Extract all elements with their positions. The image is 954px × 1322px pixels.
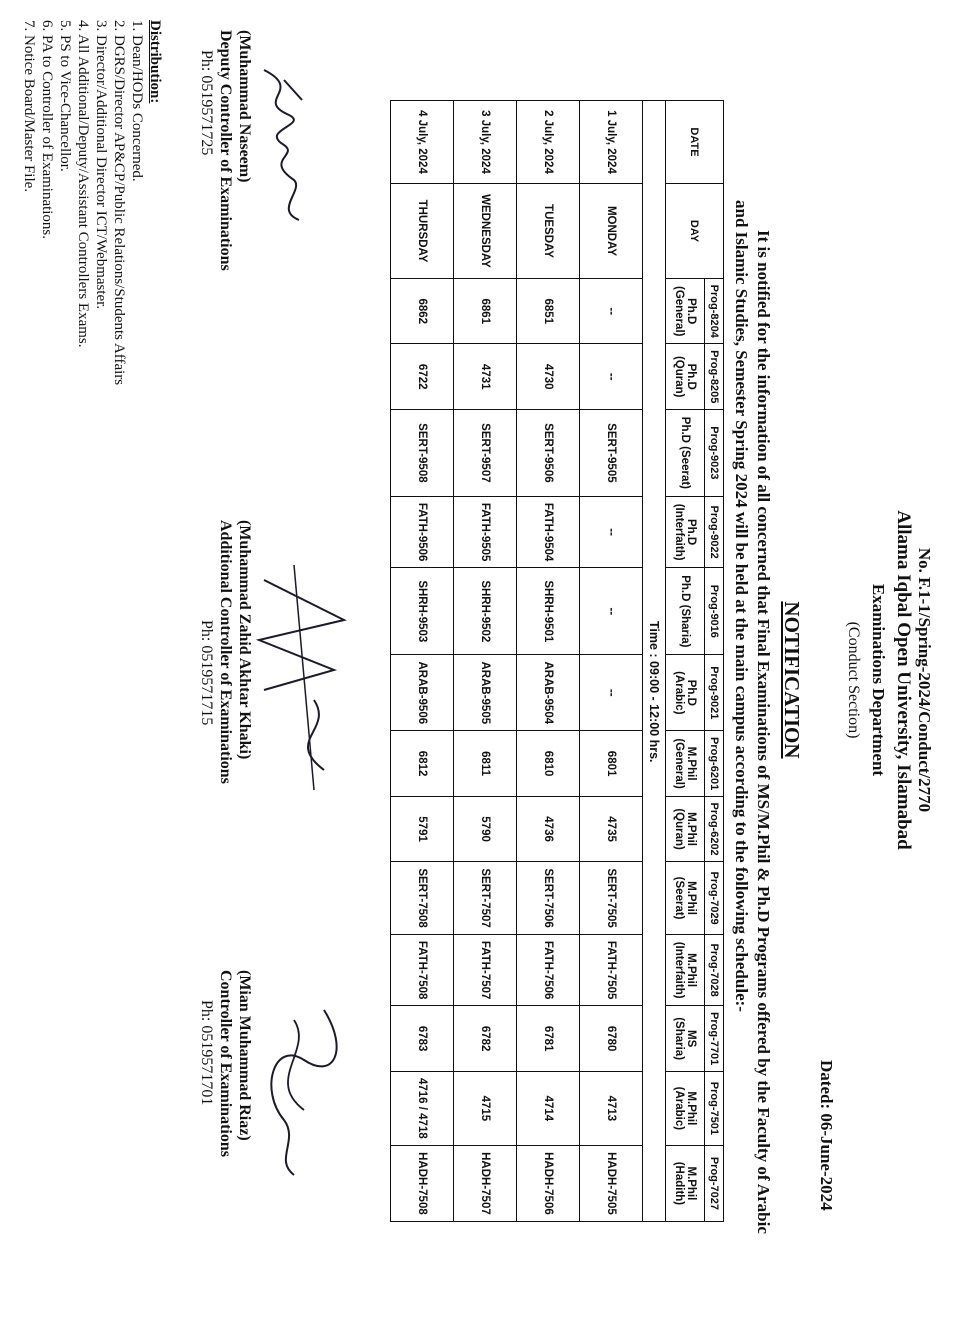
signatory-phone: Ph: 0519571725 bbox=[198, 50, 215, 156]
program-header: Prog-7027 bbox=[705, 1145, 724, 1221]
paper-code-cell: SERT-9506 bbox=[517, 409, 580, 496]
list-item: 2. DGRS/Director AP&CP/Public Relations/Students Affairs bbox=[111, 20, 127, 386]
program-header: Prog-9023 bbox=[705, 409, 724, 496]
table-row bbox=[454, 101, 517, 1222]
paper-code-cell: FATH-7507 bbox=[454, 934, 517, 1006]
paper-code-cell: SERT-7505 bbox=[580, 862, 643, 935]
degree-header: Ph.D (Sharia) bbox=[666, 568, 705, 655]
date-cell: 4 July, 2024 bbox=[391, 101, 454, 184]
paper-code-cell: 6782 bbox=[454, 1006, 517, 1071]
day-cell: THURSDAY bbox=[391, 184, 454, 279]
paper-code-cell: 6801 bbox=[580, 731, 643, 796]
degree-header: Ph.D (Interfaith) bbox=[666, 496, 705, 568]
paper-code-cell: SERT-7506 bbox=[517, 862, 580, 935]
degree-header: M.Phil (Hadith) bbox=[666, 1145, 705, 1221]
paper-code-cell: SERT-7508 bbox=[391, 862, 454, 935]
program-header: Prog-7701 bbox=[705, 1006, 724, 1071]
section-name: (Conduct Section) bbox=[845, 621, 862, 739]
paper-code-cell: ARAB-9505 bbox=[454, 655, 517, 731]
signatory-name: (Muhammad Naseem) bbox=[236, 30, 253, 183]
paper-code-cell: 6722 bbox=[391, 344, 454, 409]
degree-header: Ph.D (Seerat) bbox=[666, 409, 705, 496]
distribution-heading: Distribution: bbox=[147, 20, 163, 104]
signatory-designation: Deputy Controller of Examinations bbox=[217, 30, 234, 271]
date-column-header: DATE bbox=[666, 101, 724, 184]
degree-header: Ph.D (Quran) bbox=[666, 344, 705, 409]
paper-code-cell: HADH-7507 bbox=[454, 1145, 517, 1221]
paper-code-cell: 4730 bbox=[517, 344, 580, 409]
paper-code-cell: HADH-7505 bbox=[580, 1145, 643, 1221]
paper-code-cell: FATH-9504 bbox=[517, 496, 580, 568]
paper-code-cell: ARAB-9504 bbox=[517, 655, 580, 731]
signatory-name: (Mian Muhammad Riaz) bbox=[236, 970, 253, 1141]
degree-header: M.Phil (Arabic) bbox=[666, 1071, 705, 1145]
paper-code-cell: SERT-7507 bbox=[454, 862, 517, 935]
list-item: 3. Director/Additional Director ICT/Webmaster. bbox=[93, 20, 109, 310]
paper-code-cell: HADH-7506 bbox=[517, 1145, 580, 1221]
paper-code-cell: SHRH-9502 bbox=[454, 568, 517, 655]
program-header-row bbox=[705, 101, 724, 1222]
paper-code-cell: -- bbox=[580, 568, 643, 655]
date-cell: 3 July, 2024 bbox=[454, 101, 517, 184]
list-item: 6. PA to Controller of Examinations. bbox=[39, 20, 55, 240]
signatory-additional-controller bbox=[197, 520, 254, 850]
table-row bbox=[580, 101, 643, 1222]
program-header: Prog-7028 bbox=[705, 934, 724, 1006]
paper-code-cell: 6862 bbox=[391, 279, 454, 344]
program-header: Prog-6202 bbox=[705, 796, 724, 861]
page-title: NOTIFICATION bbox=[780, 601, 804, 759]
paper-code-cell: 6851 bbox=[517, 279, 580, 344]
day-cell: MONDAY bbox=[580, 184, 643, 279]
signatory-controller bbox=[197, 970, 254, 1270]
reference-number: No. F.1-1/Spring-2024/Conduct/2770 bbox=[915, 547, 934, 813]
signature-naseem bbox=[244, 60, 314, 230]
paper-code-cell: -- bbox=[580, 655, 643, 731]
program-header: Prog-7501 bbox=[705, 1071, 724, 1145]
paper-code-cell: -- bbox=[580, 344, 643, 409]
list-item: 5. PS to Vice-Chancellor. bbox=[57, 20, 73, 172]
paper-code-cell: 4735 bbox=[580, 796, 643, 861]
paper-code-cell: FATH-7506 bbox=[517, 934, 580, 1006]
exam-time: Time : 09:00 - 12:00 hrs. bbox=[643, 101, 666, 1222]
day-column-header: DAY bbox=[666, 184, 724, 279]
paper-code-cell: 6780 bbox=[580, 1006, 643, 1071]
paper-code-cell: 4736 bbox=[517, 796, 580, 861]
degree-header: M.Phil (Interfaith) bbox=[666, 934, 705, 1006]
day-cell: WEDNESDAY bbox=[454, 184, 517, 279]
degree-header: Ph.D (General) bbox=[666, 279, 705, 344]
paper-code-cell: 6861 bbox=[454, 279, 517, 344]
paper-code-cell: FATH-9506 bbox=[391, 496, 454, 568]
time-row bbox=[643, 101, 666, 1222]
paper-code-cell: 4716 / 4718 bbox=[391, 1071, 454, 1145]
paper-code-cell: SERT-9508 bbox=[391, 409, 454, 496]
program-header: Prog-8204 bbox=[705, 279, 724, 344]
degree-header: Ph.D (Arabic) bbox=[666, 655, 705, 731]
list-item: 7. Notice Board/Master File. bbox=[21, 20, 37, 193]
paper-code-cell: -- bbox=[580, 279, 643, 344]
paper-code-cell: -- bbox=[580, 496, 643, 568]
paper-code-cell: 6810 bbox=[517, 731, 580, 796]
paper-code-cell: FATH-7505 bbox=[580, 934, 643, 1006]
paper-code-cell: 4731 bbox=[454, 344, 517, 409]
degree-header: MS (Sharia) bbox=[666, 1006, 705, 1071]
degree-header: M.Phil (Seerat) bbox=[666, 862, 705, 935]
paper-code-cell: 6783 bbox=[391, 1006, 454, 1071]
paper-code-cell: 4714 bbox=[517, 1071, 580, 1145]
paper-code-cell: SERT-9507 bbox=[454, 409, 517, 496]
signatory-designation: Additional Controller of Examinations bbox=[217, 520, 234, 784]
exam-schedule-table bbox=[390, 100, 724, 1222]
university-name: Allama Iqbal Open University, Islamabad bbox=[893, 510, 914, 850]
program-header: Prog-6201 bbox=[705, 731, 724, 796]
program-header: Prog-9016 bbox=[705, 568, 724, 655]
degree-header: M.Phil (Quran) bbox=[666, 796, 705, 861]
signatory-designation: Controller of Examinations bbox=[217, 970, 234, 1157]
program-header: Prog-9021 bbox=[705, 655, 724, 731]
signatory-name: (Muhammad Zahid Akhtar Khaki) bbox=[236, 520, 253, 760]
paper-code-cell: ARAB-9506 bbox=[391, 655, 454, 731]
program-header: Prog-8205 bbox=[705, 344, 724, 409]
list-item: 4. All Additional/Deputy/Assistant Controllers Exams. bbox=[75, 20, 91, 348]
paper-code-cell: 4715 bbox=[454, 1071, 517, 1145]
paper-code-cell: FATH-7508 bbox=[391, 934, 454, 1006]
paper-code-cell: FATH-9505 bbox=[454, 496, 517, 568]
program-header: Prog-7029 bbox=[705, 862, 724, 935]
signatory-deputy-controller bbox=[197, 30, 254, 310]
paper-code-cell: 5790 bbox=[454, 796, 517, 861]
signatory-phone: Ph: 0519571715 bbox=[198, 620, 215, 726]
distribution-list bbox=[20, 20, 164, 385]
date-cell: 1 July, 2024 bbox=[580, 101, 643, 184]
paper-code-cell: SERT-9505 bbox=[580, 409, 643, 496]
date-cell: 2 July, 2024 bbox=[517, 101, 580, 184]
paper-code-cell: 5791 bbox=[391, 796, 454, 861]
document-date: Dated: 06-June-2024 bbox=[817, 1060, 836, 1211]
paper-code-cell: 6812 bbox=[391, 731, 454, 796]
signatory-phone: Ph: 0519571701 bbox=[198, 1000, 215, 1106]
list-item: 1. Dean/HODs Concerned. bbox=[129, 20, 145, 182]
signature-khaki bbox=[244, 560, 354, 800]
signature-riaz bbox=[244, 990, 354, 1190]
day-cell: TUESDAY bbox=[517, 184, 580, 279]
table-row bbox=[391, 101, 454, 1222]
paper-code-cell: SHRH-9503 bbox=[391, 568, 454, 655]
paper-code-cell: SHRH-9501 bbox=[517, 568, 580, 655]
intro-paragraph: It is notified for the information of all concerned that Final Examinations of MS/M.Phil & Ph.D Programs offered by the Faculty of Arabic and Islamic Studies, Semester Spring 2024 will be held at the main campus according to the following schedule:- bbox=[732, 200, 773, 1234]
program-header: Prog-9022 bbox=[705, 496, 724, 568]
paper-code-cell: 6811 bbox=[454, 731, 517, 796]
department-name: Examinations Department bbox=[869, 583, 888, 777]
paper-code-cell: HADH-7508 bbox=[391, 1145, 454, 1221]
table-row bbox=[517, 101, 580, 1222]
paper-code-cell: 4713 bbox=[580, 1071, 643, 1145]
paper-code-cell: 6781 bbox=[517, 1006, 580, 1071]
degree-header: M.Phil (General) bbox=[666, 731, 705, 796]
